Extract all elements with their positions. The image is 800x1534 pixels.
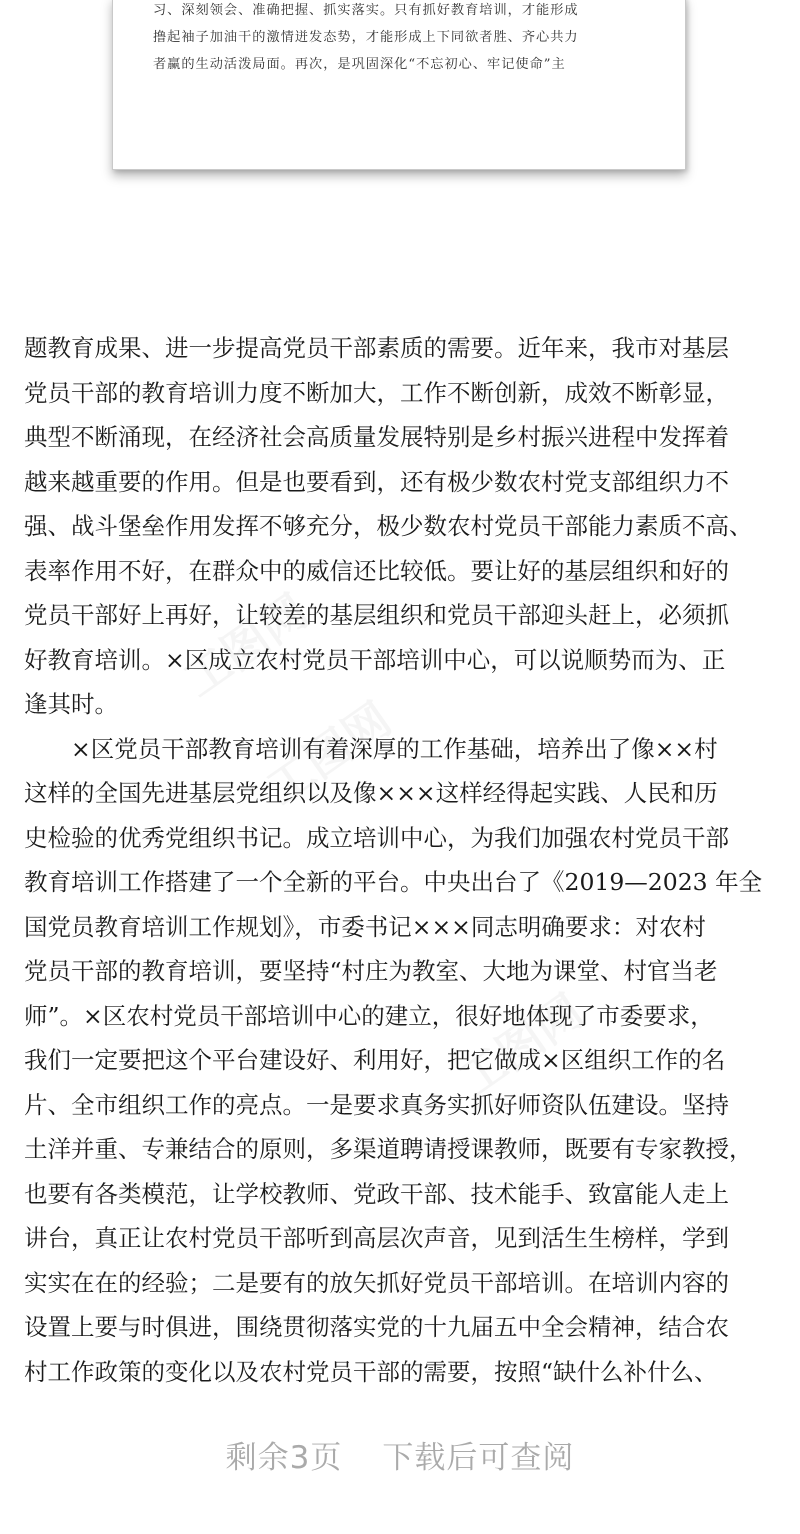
article-line: 实实在在的经验；二是要有的放矢抓好党员干部培训。在培训内容的	[24, 1268, 729, 1297]
article-line: 也要有各类模范，让学校教师、党政干部、技术能手、致富能人走上	[24, 1179, 729, 1208]
preview-page-text	[153, 0, 648, 78]
article-line: 题教育成果、进一步提高党员干部素质的需要。近年来，我市对基层	[24, 334, 729, 362]
download-to-view-label: 下载后可查阅	[382, 1440, 575, 1476]
article-line: 国党员教育培训工作规划》，市委书记×××同志明确要求：对农村	[24, 912, 706, 941]
article-line: 表率作用不好，在群众中的威信还比较低。要让好的基层组织和好的	[24, 556, 729, 585]
preview-line: 习、深刻领会、准确把握、抓实落实。只有抓好教育培训，才能形成	[153, 3, 579, 18]
article-line: 史检验的优秀党组织书记。成立培训中心，为我们加强农村党员干部	[24, 823, 729, 852]
article-line: 村工作政策的变化以及农村党员干部的需要，按照“缺什么补什么、	[24, 1357, 718, 1386]
preview-line: 撸起袖子加油干的激情迸发态势，才能形成上下同欲者胜、齐心共力	[153, 30, 579, 45]
article-line: 党员干部好上再好，让较差的基层组织和党员干部迎头赶上，必须抓	[24, 601, 729, 629]
article-line: 师”。×区农村党员干部培训中心的建立，很好地体现了市委要求，	[24, 1001, 714, 1030]
article-line: 土洋并重、专兼结合的原则，多渠道聘请授课教师，既要有专家教授，	[24, 1135, 753, 1163]
article-line: 片、全市组织工作的亮点。一是要求真务实抓好师资队伍建设。坚持	[24, 1090, 729, 1119]
article-line: 这样的全国先进基层党组织以及像×××这样经得起实践、人民和历	[24, 779, 718, 807]
article-line: 我们一定要把这个平台建设好、利用好，把它做成×区组织工作的名	[24, 1046, 726, 1074]
article-line: 党员干部的教育培训力度不断加大，工作不断创新，成效不断彰显，	[24, 378, 729, 407]
article-body	[24, 326, 776, 1394]
article-line: 逢其时。	[24, 690, 118, 718]
remaining-pages-label: 剩余3页	[225, 1440, 343, 1476]
article-line: 越来越重要的作用。但是也要看到，还有极少数农村党支部组织力不	[24, 467, 729, 496]
article-line: 讲台，真正让农村党员干部听到高层次声音，见到活生生榜样，学到	[24, 1224, 729, 1252]
article-line: 教育培训工作搭建了一个全新的平台。中央出台了《2019—2023 年全	[24, 868, 763, 896]
download-prompt[interactable]	[0, 1432, 800, 1477]
article-line: 设置上要与时俱进，围绕贯彻落实党的十九届五中全会精神，结合农	[24, 1313, 729, 1341]
preview-page-card	[112, 0, 686, 170]
article-line: 党员干部的教育培训，要坚持“村庄为教室、大地为课堂、村官当老	[24, 957, 718, 985]
article-line: ×区党员干部教育培训有着深厚的工作基础，培养出了像××村	[24, 734, 718, 763]
article-line: 典型不断涌现，在经济社会高质量发展特别是乡村振兴进程中发挥着	[24, 423, 729, 451]
article-line: 强、战斗堡垒作用发挥不够充分，极少数农村党员干部能力素质不高、	[24, 512, 753, 540]
article-line: 好教育培训。×区成立农村党员干部培训中心，可以说顺势而为、正	[24, 645, 726, 674]
preview-line: 者赢的生动活泼局面。再次，是巩固深化“不忘初心、牢记使命”主	[153, 57, 566, 72]
